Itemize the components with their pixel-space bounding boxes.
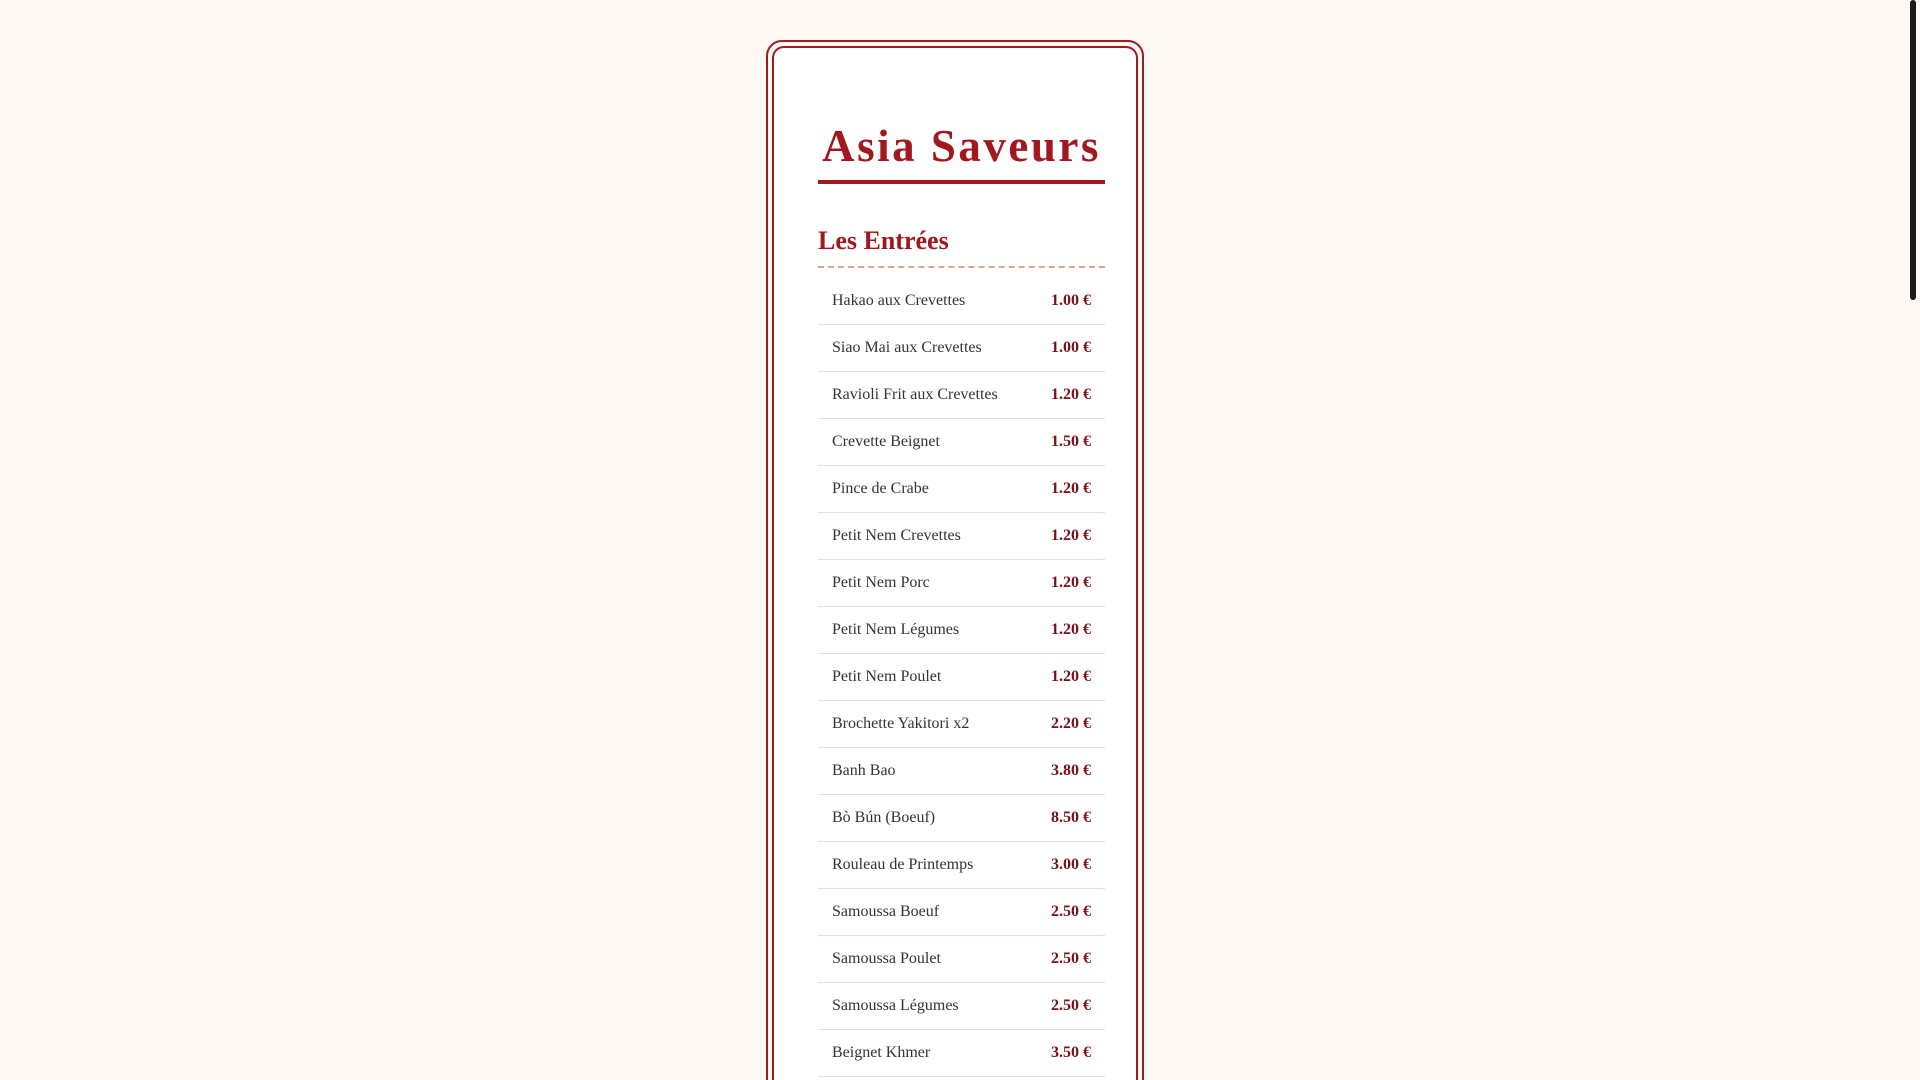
item-name: Samoussa Légumes xyxy=(832,997,959,1014)
menu-item xyxy=(818,278,1105,325)
menu-card-inner xyxy=(772,46,1138,1080)
menu-content xyxy=(818,120,1105,1077)
menu-item xyxy=(818,654,1105,701)
item-name: Ravioli Frit aux Crevettes xyxy=(832,386,998,403)
item-price: 3.50 € xyxy=(1051,1044,1091,1061)
item-name: Petit Nem Porc xyxy=(832,574,930,591)
item-price: 1.20 € xyxy=(1051,574,1091,591)
menu-item xyxy=(818,795,1105,842)
menu-item xyxy=(818,983,1105,1030)
item-name: Hakao aux Crevettes xyxy=(832,292,966,309)
item-name: Petit Nem Poulet xyxy=(832,668,942,685)
item-price: 1.20 € xyxy=(1051,386,1091,403)
menu-item xyxy=(818,419,1105,466)
menu-item xyxy=(818,513,1105,560)
item-name: Samoussa Boeuf xyxy=(832,903,940,920)
item-price: 1.00 € xyxy=(1051,292,1091,309)
item-name: Petit Nem Légumes xyxy=(832,621,960,638)
scrollbar-thumb[interactable] xyxy=(1910,0,1916,300)
menu-item xyxy=(818,936,1105,983)
item-price: 2.50 € xyxy=(1051,950,1091,967)
item-name: Petit Nem Crevettes xyxy=(832,527,961,544)
menu-item xyxy=(818,466,1105,513)
menu-item-list xyxy=(818,278,1105,1077)
page-scrollbar[interactable] xyxy=(1908,0,1920,1080)
menu-item xyxy=(818,701,1105,748)
menu-item xyxy=(818,748,1105,795)
section-title-entrees: Les Entrées xyxy=(818,226,1105,268)
menu-item xyxy=(818,325,1105,372)
item-name: Beignet Khmer xyxy=(832,1044,931,1061)
menu-item xyxy=(818,372,1105,419)
item-name: Rouleau de Printemps xyxy=(832,856,974,873)
item-price: 1.20 € xyxy=(1051,480,1091,497)
item-price: 2.20 € xyxy=(1051,715,1091,732)
item-price: 1.20 € xyxy=(1051,621,1091,638)
item-price: 8.50 € xyxy=(1051,809,1091,826)
item-price: 2.50 € xyxy=(1051,903,1091,920)
item-name: Samoussa Poulet xyxy=(832,950,941,967)
menu-item xyxy=(818,607,1105,654)
menu-card xyxy=(766,40,1144,1080)
menu-item xyxy=(818,1030,1105,1077)
item-name: Pince de Crabe xyxy=(832,480,929,497)
menu-item xyxy=(818,560,1105,607)
item-name: Banh Bao xyxy=(832,762,896,779)
item-price: 1.50 € xyxy=(1051,433,1091,450)
item-name: Crevette Beignet xyxy=(832,433,940,450)
menu-item xyxy=(818,842,1105,889)
item-name: Siao Mai aux Crevettes xyxy=(832,339,982,356)
item-name: Brochette Yakitori x2 xyxy=(832,715,970,732)
menu-item xyxy=(818,889,1105,936)
item-price: 1.20 € xyxy=(1051,527,1091,544)
item-price: 3.80 € xyxy=(1051,762,1091,779)
item-price: 1.00 € xyxy=(1051,339,1091,356)
item-price: 2.50 € xyxy=(1051,997,1091,1014)
item-name: Bò Bún (Boeuf) xyxy=(832,809,936,826)
item-price: 1.20 € xyxy=(1051,668,1091,685)
item-price: 3.00 € xyxy=(1051,856,1091,873)
restaurant-title: Asia Saveurs xyxy=(818,120,1105,184)
